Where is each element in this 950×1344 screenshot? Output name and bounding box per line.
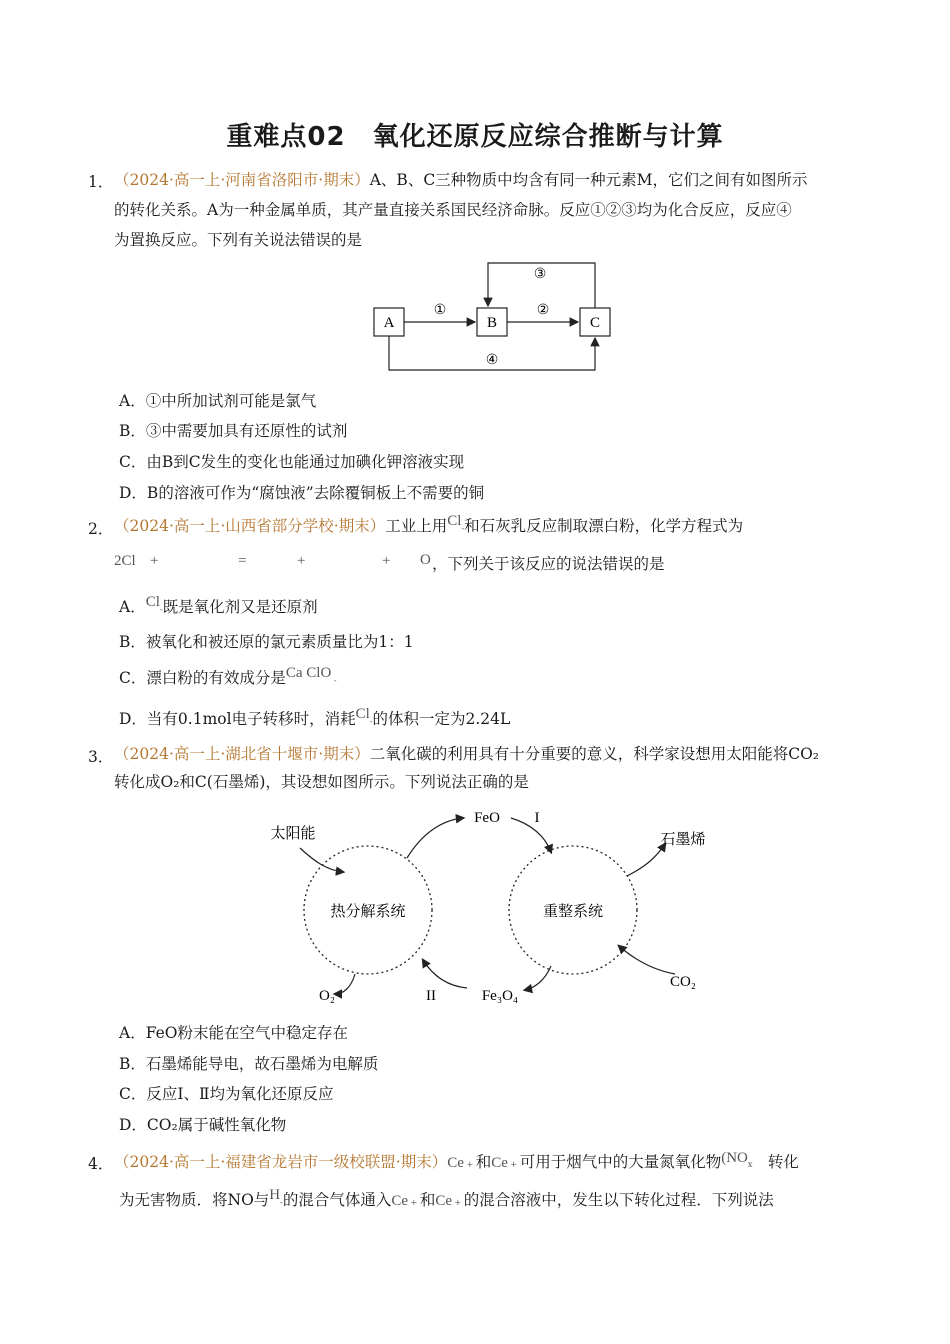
q3-option-b[interactable]: B．石墨烯能导电，故石墨烯为电解质 xyxy=(119,1055,379,1073)
q2-eq-equals: = xyxy=(238,553,247,569)
q3-step1-label: I xyxy=(534,810,540,826)
q1-option-c[interactable]: C．由B到C发生的变化也能通过加碘化钾溶液实现 xyxy=(119,453,465,471)
q3-co2-arrow xyxy=(619,946,675,974)
q2-eq-lhs: 2Cl xyxy=(114,553,136,569)
q4-line2 xyxy=(119,1185,774,1218)
q4-h2-sub: - xyxy=(280,1198,283,1207)
q3-left-system-label: 热分解系统 xyxy=(330,904,406,920)
q3-co2-label: CO₂ xyxy=(669,974,697,990)
q3-fe3o4-in-arrow xyxy=(525,966,551,990)
q1-line3: 为置换反应。下列有关说法错误的是 xyxy=(114,231,363,249)
q2-cl2-frag: Cl xyxy=(447,513,462,529)
q1-line2: 的转化关系。A为一种金属单质，其产量直接关系国民经济命脉。反应①②③均为化合反应，反应④ xyxy=(114,201,792,219)
q4-ce-2-sup: + xyxy=(507,1160,520,1169)
q2-line2-tail: ，下列关于该反应的说法错误的是 xyxy=(432,555,665,573)
q2-option-c[interactable] xyxy=(119,666,337,688)
q4-line2-c: 的混合溶液中，发生以下转化过程．下列说法 xyxy=(463,1191,774,1209)
q2-option-d-text-a: D．当有0.1mol电子转移时，消耗 xyxy=(119,710,356,728)
q2-option-a-label: A． xyxy=(119,598,146,616)
q3-option-a[interactable]: A．FeO粉末能在空气中稳定存在 xyxy=(119,1024,348,1042)
q3-graphene-arrow xyxy=(627,844,665,876)
q2-text-b: 和石灰乳反应制取漂白粉，化学方程式为 xyxy=(464,517,744,535)
q3-o2-label: O₂ xyxy=(318,988,336,1004)
q3-right-system-label: 重整系统 xyxy=(542,904,604,920)
q3-fe3o4-out-arrow xyxy=(423,960,467,988)
q4-and-2: 和 xyxy=(419,1191,436,1209)
q3-feo-out-arrow xyxy=(511,818,551,852)
q3-feo-in-arrow xyxy=(407,818,463,858)
page-title: 重难点02 氧化还原反应综合推断与计算 xyxy=(226,122,724,152)
q3-fe3o4-label: Fe₃O₄ xyxy=(481,988,519,1004)
q4-line2-a: 为无害物质．将NO与 xyxy=(119,1191,270,1209)
q3-graphene-label: 石墨烯 xyxy=(660,832,706,848)
q3-feo-label: FeO xyxy=(474,810,500,826)
q2-number: 2． xyxy=(88,520,114,538)
q2-eq-plus-1: + xyxy=(150,553,159,569)
q4-ce-1: Ce xyxy=(447,1155,464,1171)
q3-sun-label: 太阳能 xyxy=(270,826,316,842)
q4-and: 和 xyxy=(475,1153,492,1171)
q3-option-d[interactable]: D．CO₂属于碱性氧化物 xyxy=(119,1116,287,1134)
q3-sun-arrow xyxy=(300,848,343,872)
q1-line1 xyxy=(114,165,808,195)
q1-node-c-label: C xyxy=(589,315,601,331)
q4-nox-sub: x xyxy=(747,1160,753,1169)
q3-option-c[interactable]: C．反应Ⅰ、Ⅱ均为氧化还原反应 xyxy=(119,1085,334,1103)
q2-eq-o: O xyxy=(420,552,431,568)
q3-line1 xyxy=(114,739,819,769)
q1-edge-1-label: ① xyxy=(433,303,447,318)
q3-o2-arrow xyxy=(335,974,355,994)
q2-option-a[interactable] xyxy=(119,595,318,617)
q2-option-b[interactable]: B．被氧化和被还原的氯元素质量比为1：1 xyxy=(119,633,414,651)
q4-ce-2: Ce xyxy=(491,1155,508,1171)
q3-text: 二氧化碳的利用具有十分重要的意义，科学家设想用太阳能将CO₂ xyxy=(369,745,820,763)
q2-cl2-sub: - xyxy=(461,524,465,533)
q3-source: （2024·高一上·湖北省十堰市·期末） xyxy=(114,745,370,763)
q2-option-d-sub: - xyxy=(369,717,373,726)
q1-diagram xyxy=(360,256,620,376)
q4-number: 4． xyxy=(88,1155,114,1173)
q2-source: （2024·高一上·山西省部分学校·期末） xyxy=(114,517,386,535)
q4-space xyxy=(752,1153,768,1171)
q1-option-d[interactable]: D．B的溶液可作为“腐蚀液”去除覆铜板上不需要的铜 xyxy=(119,484,485,502)
q1-edge-3-label: ③ xyxy=(533,267,547,282)
q2-eq-plus-2: + xyxy=(297,553,306,569)
q4-ce-4-sup: + xyxy=(452,1198,464,1207)
q1-node-a-label: A xyxy=(383,315,395,331)
q4-nox: (NO xyxy=(721,1150,748,1166)
q2-eq-plus-3: + xyxy=(382,553,391,569)
q1-edge-2-label: ② xyxy=(536,303,550,318)
q2-line1 xyxy=(114,511,743,544)
q3-step2-label: II xyxy=(426,988,436,1004)
q1-option-a[interactable]: A．①中所加试剂可能是氯气 xyxy=(119,392,317,410)
q2-option-d-cl: Cl xyxy=(355,706,370,722)
q4-line1 xyxy=(114,1147,799,1180)
q1-node-b-label: B xyxy=(486,315,498,331)
q2-option-c-formula: Ca ClO xyxy=(285,665,332,681)
q2-text-a: 工业上用 xyxy=(385,517,448,535)
q2-option-c-sub: - xyxy=(331,676,337,685)
q3-line2: 转化成O₂和C(石墨烯)，其设想如图所示。下列说法正确的是 xyxy=(114,773,529,791)
q1-text: A、B、C三种物质中均含有同一种元素M，它们之间有如图所示 xyxy=(369,171,808,189)
q3-diagram xyxy=(255,800,725,1010)
q4-ce-1-sup: + xyxy=(463,1160,476,1169)
q4-ce-3-sup: + xyxy=(408,1198,420,1207)
q4-line2-b: 的混合气体通入 xyxy=(282,1191,392,1209)
q2-option-d[interactable] xyxy=(119,707,510,729)
q1-source: （2024·高一上·河南省洛阳市·期末） xyxy=(114,171,370,189)
q2-option-d-text-b: 的体积一定为2.24L xyxy=(372,710,511,728)
q4-h2: H xyxy=(269,1187,281,1203)
q2-option-a-sub: - xyxy=(159,605,163,614)
q2-option-a-cl: Cl xyxy=(145,594,160,610)
q4-source: （2024·高一上·福建省龙岩市一级校联盟·期末） xyxy=(114,1153,448,1171)
q4-ce-3: Ce xyxy=(391,1193,409,1209)
q4-text-b: 转化 xyxy=(767,1153,799,1171)
q1-number: 1． xyxy=(88,173,114,191)
q1-edge-4-label: ④ xyxy=(485,353,499,368)
q4-ce-4: Ce xyxy=(435,1193,452,1209)
q2-option-c-label: C．漂白粉的有效成分是 xyxy=(119,669,286,687)
q3-number: 3． xyxy=(88,748,114,766)
q4-text-a: 可用于烟气中的大量氮氧化物 xyxy=(519,1153,722,1171)
q2-option-a-text: 既是氧化剂又是还原剂 xyxy=(162,598,318,616)
q1-option-b[interactable]: B．③中需要加具有还原性的试剂 xyxy=(119,422,348,440)
